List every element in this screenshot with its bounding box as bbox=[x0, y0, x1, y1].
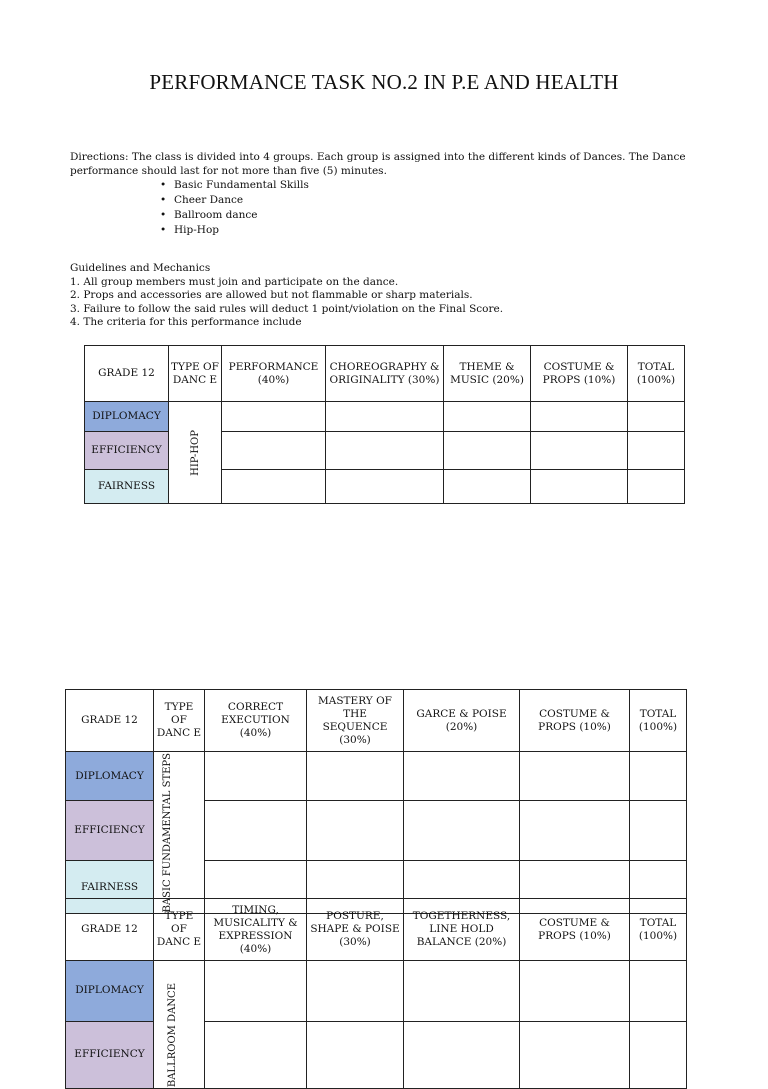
criteria-header: TOGETHERNESS, LINE HOLD BALANCE (20%) bbox=[404, 899, 520, 961]
type-of-dance-header: TYPE OF DANC E bbox=[169, 346, 222, 402]
score-cell[interactable] bbox=[531, 402, 628, 432]
score-cell[interactable] bbox=[326, 402, 444, 432]
score-cell[interactable] bbox=[628, 432, 685, 470]
type-of-dance-header: TYPE OF DANC E bbox=[154, 690, 205, 752]
dance-type-label: BASIC FUNDAMENTAL STEPS bbox=[162, 753, 173, 913]
list-item: • Ballroom dance bbox=[160, 208, 309, 223]
dance-type-label: BALLROOM DANCE bbox=[167, 983, 178, 1088]
score-cell[interactable] bbox=[222, 470, 326, 504]
group-label-diplomacy: DIPLOMACY bbox=[66, 961, 154, 1022]
guideline-item: 3. Failure to follow the said rules will deduct 1 point/violation on the Final Score. bbox=[70, 302, 504, 315]
score-cell[interactable] bbox=[628, 470, 685, 504]
dance-type-label: HIP-HOP bbox=[189, 429, 201, 476]
score-cell[interactable] bbox=[520, 801, 630, 861]
score-cell[interactable] bbox=[628, 402, 685, 432]
score-cell[interactable] bbox=[307, 752, 404, 801]
table-header-row bbox=[85, 346, 685, 402]
dance-type-cell bbox=[154, 752, 205, 914]
guidelines-section bbox=[70, 262, 690, 330]
guideline-item: 4. The criteria for this performance include bbox=[70, 316, 302, 329]
group-label-efficiency: EFFICIENCY bbox=[85, 432, 169, 470]
guideline-item: 1. All group members must join and participate on the dance. bbox=[70, 275, 399, 288]
page-title: PERFORMANCE TASK NO.2 IN P.E AND HEALTH bbox=[149, 70, 619, 94]
guideline-item: 2. Props and accessories are allowed but not flammable or sharp materials. bbox=[70, 289, 473, 302]
criteria-header: CHOREOGRAPHY & ORIGINALITY (30%) bbox=[326, 346, 444, 402]
criteria-header: THEME & MUSIC (20%) bbox=[444, 346, 531, 402]
score-cell[interactable] bbox=[531, 470, 628, 504]
score-cell[interactable] bbox=[205, 801, 307, 861]
criteria-header: COSTUME & PROPS (10%) bbox=[520, 690, 630, 752]
score-cell[interactable] bbox=[222, 402, 326, 432]
score-cell[interactable] bbox=[520, 961, 630, 1022]
score-cell[interactable] bbox=[520, 752, 630, 801]
group-label-fairness: FAIRNESS bbox=[66, 860, 154, 914]
criteria-header: GARCE & POISE (20%) bbox=[404, 690, 520, 752]
score-cell[interactable] bbox=[205, 1021, 307, 1088]
score-cell[interactable] bbox=[205, 961, 307, 1022]
group-label-fairness: FAIRNESS bbox=[85, 470, 169, 504]
table-row bbox=[66, 752, 687, 801]
criteria-header: COSTUME & PROPS (10%) bbox=[520, 899, 630, 961]
score-cell[interactable] bbox=[205, 752, 307, 801]
rubric-table-ballroom bbox=[65, 898, 687, 1089]
total-header: TOTAL (100%) bbox=[630, 899, 687, 961]
list-item: • Basic Fundamental Skills bbox=[160, 178, 309, 193]
table-header-row bbox=[66, 899, 687, 961]
score-cell[interactable] bbox=[404, 752, 520, 801]
rubric-table-basic-fundamental bbox=[65, 689, 687, 914]
criteria-header: CORRECT EXECUTION (40%) bbox=[205, 690, 307, 752]
score-cell[interactable] bbox=[404, 801, 520, 861]
score-cell[interactable] bbox=[444, 432, 531, 470]
score-cell[interactable] bbox=[630, 752, 687, 801]
score-cell[interactable] bbox=[531, 432, 628, 470]
score-cell[interactable] bbox=[326, 470, 444, 504]
score-cell[interactable] bbox=[520, 1021, 630, 1088]
group-label-efficiency: EFFICIENCY bbox=[66, 801, 154, 861]
score-cell[interactable] bbox=[630, 801, 687, 861]
grade-header: GRADE 12 bbox=[66, 899, 154, 961]
dance-type-cell bbox=[154, 961, 205, 1089]
score-cell[interactable] bbox=[630, 961, 687, 1022]
score-cell[interactable] bbox=[444, 402, 531, 432]
score-cell[interactable] bbox=[326, 432, 444, 470]
criteria-header: MASTERY OF THE SEQUENCE (30%) bbox=[307, 690, 404, 752]
score-cell[interactable] bbox=[444, 470, 531, 504]
table-row bbox=[66, 961, 687, 1022]
criteria-header: COSTUME & PROPS (10%) bbox=[531, 346, 628, 402]
table-row bbox=[85, 402, 685, 432]
criteria-header: PERFORMANCE (40%) bbox=[222, 346, 326, 402]
score-cell[interactable] bbox=[307, 961, 404, 1022]
grade-header: GRADE 12 bbox=[66, 690, 154, 752]
guidelines-heading: Guidelines and Mechanics bbox=[70, 262, 211, 274]
criteria-header: POSTURE, SHAPE & POISE (30%) bbox=[307, 899, 404, 961]
criteria-header: TIMING, MUSICALITY & EXPRESSION (40%) bbox=[205, 899, 307, 961]
type-of-dance-header: TYPE OF DANC E bbox=[154, 899, 205, 961]
directions-text: Directions: The class is divided into 4 groups. Each group is assigned into the different kinds of Dances. The Dance performance should last for not more than five (5) minutes. bbox=[70, 151, 686, 177]
total-header: TOTAL (100%) bbox=[628, 346, 685, 402]
score-cell[interactable] bbox=[222, 432, 326, 470]
group-label-diplomacy: DIPLOMACY bbox=[85, 402, 169, 432]
score-cell[interactable] bbox=[630, 1021, 687, 1088]
list-item: • Hip-Hop bbox=[160, 223, 309, 238]
score-cell[interactable] bbox=[307, 801, 404, 861]
table-header-row bbox=[66, 690, 687, 752]
rubric-table-hip-hop bbox=[84, 345, 685, 504]
score-cell[interactable] bbox=[404, 961, 520, 1022]
score-cell[interactable] bbox=[404, 1021, 520, 1088]
group-label-efficiency: EFFICIENCY bbox=[66, 1021, 154, 1088]
total-header: TOTAL (100%) bbox=[630, 690, 687, 752]
grade-header: GRADE 12 bbox=[85, 346, 169, 402]
group-label-diplomacy: DIPLOMACY bbox=[66, 752, 154, 801]
dance-type-list bbox=[160, 178, 309, 238]
list-item: • Cheer Dance bbox=[160, 193, 309, 208]
score-cell[interactable] bbox=[307, 1021, 404, 1088]
dance-type-cell bbox=[169, 402, 222, 504]
